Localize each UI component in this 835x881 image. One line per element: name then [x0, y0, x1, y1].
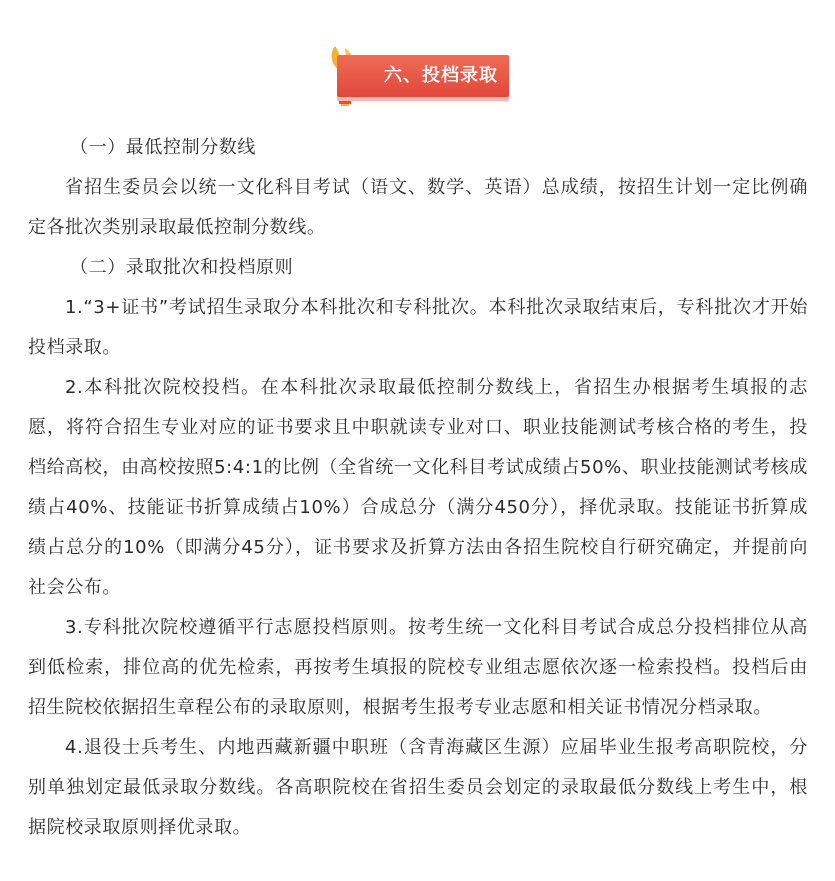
- section-header: [327, 44, 513, 110]
- article-body: [28, 128, 808, 848]
- paragraph-item-3: 3.专科批次院校遵循平行志愿投档原则。按考生统一文化科目考试合成总分投档排位从高到低检索，排位高的优先检索，再按考生填报的院校专业组志愿依次逐一检索投档。投档后由招生院校依据招生章程公布的录取原则，根据考生报考专业志愿和相关证书情况分档录取。: [28, 617, 808, 718]
- paragraph-item-2: 2.本科批次院校投档。在本科批次录取最低控制分数线上，省招生办根据考生填报的志愿，将符合招生专业对应的证书要求且中职就读专业对口、职业技能测试考核合格的考生，投档给高校，由高校按照5:4:1的比例（全省统一文化科目考试成绩占50%、职业技能测试考核成绩占40%、技能证书折算成绩占10%）合成总分（满分450分），择优录取。技能证书折算成绩占总分的10%（即满分45分），证书要求及折算方法由各招生院校自行研究确定，并提前向社会公布。: [28, 377, 808, 598]
- subheading-min-control-line: （一）最低控制分数线: [70, 137, 256, 158]
- section-title: 六、投档录取: [384, 65, 498, 86]
- paragraph-item-4: 4.退役士兵考生、内地西藏新疆中职班（含青海藏区生源）应届毕业生报考高职院校，分别单独划定最低录取分数线。各高职院校在省招生委员会划定的录取最低分数线上考生中，根据院校录取原则择优录取。: [28, 737, 808, 838]
- paragraph-item-1: 1.“3+证书”考试招生录取分本科批次和专科批次。本科批次录取结束后，专科批次才开始投档录取。: [28, 297, 808, 358]
- subheading-admission-batches: （二）录取批次和投档原则: [70, 257, 294, 278]
- section-title-banner: [337, 55, 509, 97]
- paragraph-min-control-line: 省招生委员会以统一文化科目考试（语文、数学、英语）总成绩，按招生计划一定比例确定各批次类别录取最低控制分数线。: [28, 177, 808, 238]
